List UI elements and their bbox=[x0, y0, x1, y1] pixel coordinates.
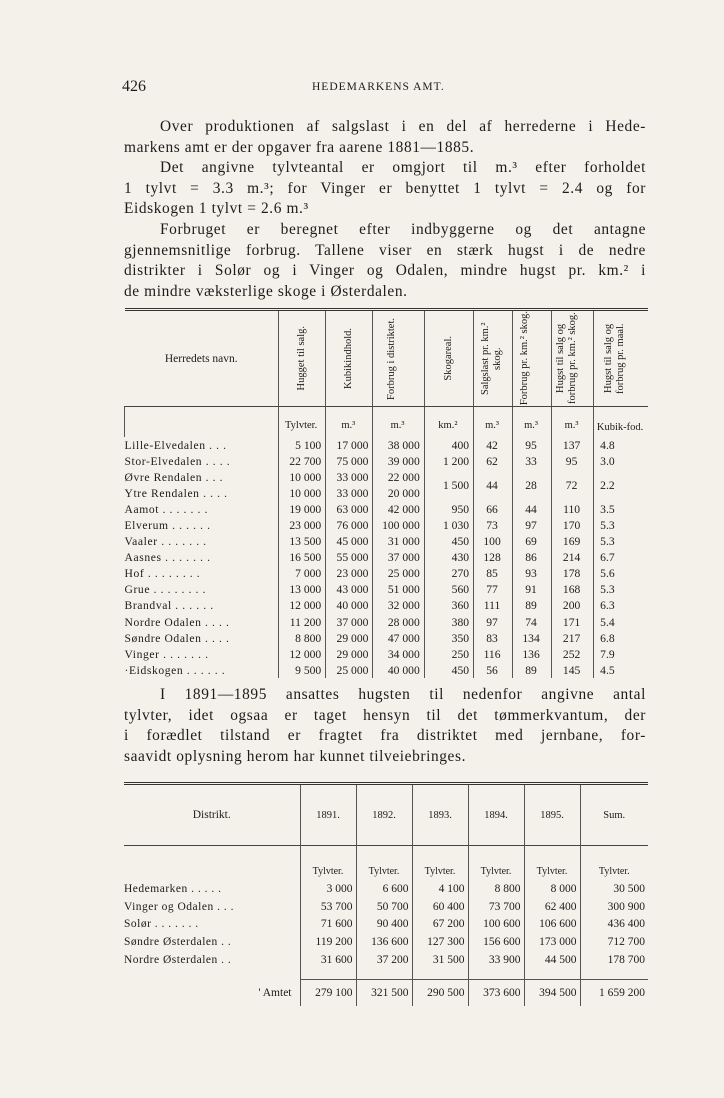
table-cell: 37 000 bbox=[373, 550, 424, 566]
table-cell: 178 700 bbox=[580, 951, 648, 969]
table-cell: 7.9 bbox=[594, 646, 648, 662]
row-name: Aamot . . . . . . . bbox=[124, 502, 209, 516]
table-cell: 39 000 bbox=[373, 453, 424, 469]
table-cell: 8 800 bbox=[279, 630, 326, 646]
table-cell: 173 000 bbox=[524, 934, 580, 952]
table-cell: 31 000 bbox=[373, 534, 424, 550]
table-cell: 23 000 bbox=[326, 566, 373, 582]
table-cell: 200 bbox=[552, 598, 594, 614]
table-cell: 1 030 bbox=[424, 517, 473, 533]
col-header: Forbrug pr. km.² skog. bbox=[513, 310, 552, 407]
table-cell: 33 000 bbox=[326, 469, 373, 485]
unit-label: km.² bbox=[424, 407, 473, 438]
table-cell: 8 800 bbox=[468, 881, 524, 899]
table-cell: 10 000 bbox=[279, 469, 326, 485]
table-cell: 270 bbox=[424, 566, 473, 582]
table-cell: 22 000 bbox=[373, 469, 424, 485]
col-header: 1891. bbox=[300, 784, 356, 846]
table-cell: 560 bbox=[424, 582, 473, 598]
unit-label: Tylvter. bbox=[356, 846, 412, 882]
row-name: Brandval . . . . . . bbox=[124, 599, 214, 613]
table-cell: 23 000 bbox=[279, 517, 326, 533]
row-name: Aasnes . . . . . . . bbox=[124, 551, 211, 565]
table-cell: 2.2 bbox=[594, 469, 648, 501]
row-name: Stor-Elvedalen . . . . bbox=[124, 454, 231, 468]
table-cell: 43 000 bbox=[326, 582, 373, 598]
table-cell: 56 bbox=[474, 662, 513, 678]
table-cell: 5.3 bbox=[594, 534, 648, 550]
col-header: Hugst til salg og forbrug pr. km.² skog. bbox=[552, 310, 594, 407]
table-cell: 29 000 bbox=[326, 630, 373, 646]
table-cell: 50 700 bbox=[356, 899, 412, 917]
table-cell: 83 bbox=[474, 630, 513, 646]
table-cell: 55 000 bbox=[326, 550, 373, 566]
table-cell: 4 100 bbox=[412, 881, 468, 899]
table-cell: 17 000 bbox=[326, 437, 373, 453]
table-cell: 100 bbox=[474, 534, 513, 550]
table-cell: 380 bbox=[424, 614, 473, 630]
table-cell: 4.8 bbox=[594, 437, 648, 453]
table-row bbox=[124, 951, 648, 969]
col-header: 1892. bbox=[356, 784, 412, 846]
row-name: Søndre Østerdalen . . bbox=[124, 936, 232, 949]
unit-label: Tylvter. bbox=[580, 846, 648, 882]
table-cell: 77 bbox=[474, 582, 513, 598]
table-cell: 100 000 bbox=[373, 517, 424, 533]
text-line: de mindre væksterlige skoge i Østerdalen. bbox=[124, 282, 408, 300]
table-cell: 40 000 bbox=[326, 598, 373, 614]
text-line: gjennemsnitlige forbrug. Tallene viser en stærk hugst i de nedre bbox=[124, 241, 646, 259]
table-cell: 4.5 bbox=[594, 662, 648, 678]
col-header-name: Distrikt. bbox=[124, 784, 300, 846]
text-line: tylvter, idet ogsaa er taget hensyn til det tømmerkvantum, der bbox=[124, 706, 646, 724]
page-number: 426 bbox=[122, 78, 146, 95]
col-header: 1894. bbox=[468, 784, 524, 846]
table-cell: 169 bbox=[552, 534, 594, 550]
table-cell: 171 bbox=[552, 614, 594, 630]
table-cell: 37 000 bbox=[326, 614, 373, 630]
table-cell: 42 bbox=[474, 437, 513, 453]
table-cell: 28 bbox=[513, 469, 552, 501]
table-cell: 136 bbox=[513, 646, 552, 662]
total-cell: 321 500 bbox=[356, 979, 412, 1006]
middle-paragraph bbox=[124, 685, 646, 767]
table-cell: 430 bbox=[424, 550, 473, 566]
table-cell: 37 200 bbox=[356, 951, 412, 969]
table-cell: 33 bbox=[513, 453, 552, 469]
table-cell: 134 bbox=[513, 630, 552, 646]
table-cell: 38 000 bbox=[373, 437, 424, 453]
table-cell: 5.3 bbox=[594, 582, 648, 598]
text-line: Over produktionen af salgslast i en del af herrederne i Hede- bbox=[160, 118, 646, 135]
text-line: i forædlet tilstand er fragtet fra distriktet med jernbane, for- bbox=[124, 727, 646, 745]
table-cell: 31 600 bbox=[300, 951, 356, 969]
table-cell: 19 000 bbox=[279, 501, 326, 517]
col-header: Hugst til salg og forbrug pr. maal. bbox=[594, 310, 648, 407]
table-cell: 100 600 bbox=[468, 916, 524, 934]
table-cell: 950 bbox=[424, 501, 473, 517]
table-cell: 436 400 bbox=[580, 916, 648, 934]
table-cell: 6 600 bbox=[356, 881, 412, 899]
row-name: Vinger og Odalen . . . bbox=[124, 900, 234, 913]
text-line: markens amt er der opgaver fra aarene 1881—1885. bbox=[124, 138, 475, 156]
table-cell: 44 bbox=[513, 501, 552, 517]
row-name: Solør . . . . . . . bbox=[124, 918, 199, 931]
table-cell: 75 000 bbox=[326, 453, 373, 469]
table-cell: 13 000 bbox=[279, 582, 326, 598]
table-row bbox=[125, 614, 649, 630]
text-line: I 1891—1895 ansattes hugsten til nedenfor angivne antal bbox=[160, 686, 646, 703]
table-cell: 53 700 bbox=[300, 899, 356, 917]
unit-label: m.³ bbox=[513, 407, 552, 438]
unit-label: m.³ bbox=[326, 407, 373, 438]
table-cell: 97 bbox=[474, 614, 513, 630]
col-header: Hugget til salg. bbox=[279, 310, 326, 407]
production-table bbox=[124, 308, 648, 678]
running-title: HEDEMARKENS AMT. bbox=[312, 81, 445, 93]
table-row bbox=[125, 630, 649, 646]
table-row bbox=[125, 501, 649, 517]
table-cell: 34 000 bbox=[373, 646, 424, 662]
table-cell: 40 000 bbox=[373, 662, 424, 678]
table-cell: 45 000 bbox=[326, 534, 373, 550]
table-cell: 7 000 bbox=[279, 566, 326, 582]
table-cell: 145 bbox=[552, 662, 594, 678]
table-cell: 33 900 bbox=[468, 951, 524, 969]
table-cell: 217 bbox=[552, 630, 594, 646]
table-row bbox=[125, 517, 649, 533]
table-cell: 1 500 bbox=[424, 469, 473, 501]
table-row bbox=[124, 881, 648, 899]
table-cell: 156 600 bbox=[468, 934, 524, 952]
table-row bbox=[125, 550, 649, 566]
table-cell: 450 bbox=[424, 534, 473, 550]
table-cell: 3 000 bbox=[300, 881, 356, 899]
table-cell: 400 bbox=[424, 437, 473, 453]
text-line: Eidskogen 1 tylvt = 2.6 m.³ bbox=[124, 200, 309, 218]
table-cell: 93 bbox=[513, 566, 552, 582]
table-cell: 178 bbox=[552, 566, 594, 582]
table-cell: 95 bbox=[513, 437, 552, 453]
table-cell: 44 bbox=[474, 469, 513, 501]
table-cell: 110 bbox=[552, 501, 594, 517]
table-cell: 31 500 bbox=[412, 951, 468, 969]
table-cell: 11 200 bbox=[279, 614, 326, 630]
total-label: ' Amtet bbox=[258, 986, 292, 999]
table-cell: 170 bbox=[552, 517, 594, 533]
total-cell: 279 100 bbox=[300, 979, 356, 1006]
table-cell: 67 200 bbox=[412, 916, 468, 934]
row-name: Elverum . . . . . . bbox=[124, 519, 211, 533]
total-cell: 1 659 200 bbox=[580, 979, 648, 1006]
harvest-table bbox=[124, 782, 648, 1006]
table-cell: 13 500 bbox=[279, 534, 326, 550]
table-cell: 74 bbox=[513, 614, 552, 630]
table-cell: 76 000 bbox=[326, 517, 373, 533]
table-row bbox=[125, 566, 649, 582]
table-row bbox=[125, 646, 649, 662]
table-cell: 12 000 bbox=[279, 646, 326, 662]
col-header: Kubikindhold. bbox=[326, 310, 373, 407]
table-row bbox=[125, 534, 649, 550]
table-cell: 1 200 bbox=[424, 453, 473, 469]
table-cell: 16 500 bbox=[279, 550, 326, 566]
table-cell: 9 500 bbox=[279, 662, 326, 678]
row-name: Nordre Østerdalen . . bbox=[124, 953, 232, 966]
table-cell: 168 bbox=[552, 582, 594, 598]
table-cell: 3.0 bbox=[594, 453, 648, 469]
page-header bbox=[0, 78, 724, 100]
table-cell: 51 000 bbox=[373, 582, 424, 598]
table-row bbox=[125, 662, 649, 678]
text-line: 1 tylvt = 3.3 m.³; for Vinger er benyttet 1 tylvt = 2.4 og for bbox=[124, 179, 646, 197]
table-cell: 6.3 bbox=[594, 598, 648, 614]
row-name: Ytre Rendalen . . . . bbox=[124, 486, 228, 500]
table-cell: 72 bbox=[552, 469, 594, 501]
table-cell: 137 bbox=[552, 437, 594, 453]
table-cell: 73 bbox=[474, 517, 513, 533]
table-cell: 3.5 bbox=[594, 501, 648, 517]
total-cell: 394 500 bbox=[524, 979, 580, 1006]
table-cell: 25 000 bbox=[326, 662, 373, 678]
table-cell: 85 bbox=[474, 566, 513, 582]
table-row bbox=[125, 582, 649, 598]
table-cell: 28 000 bbox=[373, 614, 424, 630]
unit-label: m.³ bbox=[474, 407, 513, 438]
row-name: ·Eidskogen . . . . . . bbox=[124, 663, 226, 677]
unit-label: Tylvter. bbox=[279, 407, 326, 438]
table-cell: 350 bbox=[424, 630, 473, 646]
unit-label: Kubik-fod. bbox=[594, 407, 648, 438]
table-row bbox=[125, 437, 649, 453]
table-row bbox=[125, 469, 649, 485]
row-name: Hedemarken . . . . . bbox=[124, 883, 222, 896]
row-name: Vinger . . . . . . . bbox=[124, 647, 209, 661]
table-cell: 71 600 bbox=[300, 916, 356, 934]
table-row bbox=[124, 934, 648, 952]
unit-label: m.³ bbox=[552, 407, 594, 438]
table-cell: 22 700 bbox=[279, 453, 326, 469]
col-header: Skogareal. bbox=[424, 310, 473, 407]
table-cell: 300 900 bbox=[580, 899, 648, 917]
table-cell: 69 bbox=[513, 534, 552, 550]
table-cell: 106 600 bbox=[524, 916, 580, 934]
col-header: 1895. bbox=[524, 784, 580, 846]
table-cell: 136 600 bbox=[356, 934, 412, 952]
table-cell: 89 bbox=[513, 598, 552, 614]
col-header: Sum. bbox=[580, 784, 648, 846]
table-cell: 30 500 bbox=[580, 881, 648, 899]
table-cell: 42 000 bbox=[373, 501, 424, 517]
row-name: Øvre Rendalen . . . bbox=[124, 470, 224, 484]
table-cell: 20 000 bbox=[373, 485, 424, 501]
table-row bbox=[125, 453, 649, 469]
text-line: Forbruget er beregnet efter indbyggerne og det antagne bbox=[160, 220, 646, 238]
table-cell: 111 bbox=[474, 598, 513, 614]
table-cell: 73 700 bbox=[468, 899, 524, 917]
table-cell: 33 000 bbox=[326, 485, 373, 501]
table-cell: 360 bbox=[424, 598, 473, 614]
table-cell: 5.6 bbox=[594, 566, 648, 582]
table-cell: 116 bbox=[474, 646, 513, 662]
unit-label: Tylvter. bbox=[524, 846, 580, 882]
col-header: 1893. bbox=[412, 784, 468, 846]
intro-paragraph bbox=[124, 117, 646, 302]
table-cell: 128 bbox=[474, 550, 513, 566]
table-row bbox=[124, 916, 648, 934]
table-cell: 10 000 bbox=[279, 485, 326, 501]
row-name: Søndre Odalen . . . . bbox=[124, 631, 230, 645]
table-cell: 6.7 bbox=[594, 550, 648, 566]
table-cell: 250 bbox=[424, 646, 473, 662]
table-cell: 119 200 bbox=[300, 934, 356, 952]
table-cell: 6.8 bbox=[594, 630, 648, 646]
unit-label: Tylvter. bbox=[300, 846, 356, 882]
table-cell: 5.3 bbox=[594, 517, 648, 533]
table-cell: 63 000 bbox=[326, 501, 373, 517]
text-line: saavidt oplysning herom har kunnet tilveiebringes. bbox=[124, 747, 467, 765]
table-cell: 90 400 bbox=[356, 916, 412, 934]
table-cell: 12 000 bbox=[279, 598, 326, 614]
text-line: Det angivne tylvteantal er omgjort til m.³ efter forholdet bbox=[160, 159, 646, 177]
row-name: Vaaler . . . . . . . bbox=[124, 535, 207, 549]
total-cell: 290 500 bbox=[412, 979, 468, 1006]
table-row bbox=[124, 899, 648, 917]
table-row bbox=[125, 598, 649, 614]
table-cell: 32 000 bbox=[373, 598, 424, 614]
col-header-name: Herredets navn. bbox=[125, 310, 279, 407]
table-cell: 712 700 bbox=[580, 934, 648, 952]
total-row bbox=[124, 979, 648, 1006]
col-header: Salgslast pr. km.² skog. bbox=[474, 310, 513, 407]
table-cell: 5.4 bbox=[594, 614, 648, 630]
row-name: Nordre Odalen . . . . bbox=[124, 615, 230, 629]
table-cell: 25 000 bbox=[373, 566, 424, 582]
row-name: Hof . . . . . . . . bbox=[124, 567, 201, 581]
table-cell: 97 bbox=[513, 517, 552, 533]
table-cell: 8 000 bbox=[524, 881, 580, 899]
unit-label: Tylvter. bbox=[412, 846, 468, 882]
table-cell: 86 bbox=[513, 550, 552, 566]
table-cell: 450 bbox=[424, 662, 473, 678]
table-cell: 95 bbox=[552, 453, 594, 469]
total-cell: 373 600 bbox=[468, 979, 524, 1006]
table-cell: 127 300 bbox=[412, 934, 468, 952]
table-cell: 91 bbox=[513, 582, 552, 598]
row-name: Lille-Elvedalen . . . bbox=[124, 438, 227, 452]
table-cell: 44 500 bbox=[524, 951, 580, 969]
row-name: Grue . . . . . . . . bbox=[124, 583, 207, 597]
table-cell: 5 100 bbox=[279, 437, 326, 453]
table-cell: 252 bbox=[552, 646, 594, 662]
unit-label: m.³ bbox=[373, 407, 424, 438]
table-cell: 62 400 bbox=[524, 899, 580, 917]
table-cell: 47 000 bbox=[373, 630, 424, 646]
table-cell: 29 000 bbox=[326, 646, 373, 662]
table-cell: 62 bbox=[474, 453, 513, 469]
table-cell: 214 bbox=[552, 550, 594, 566]
table-cell: 66 bbox=[474, 501, 513, 517]
text-line: distrikter i Solør og i Vinger og Odalen, mindre hugst pr. km.² i bbox=[124, 262, 646, 280]
table-cell: 89 bbox=[513, 662, 552, 678]
table-cell: 60 400 bbox=[412, 899, 468, 917]
col-header: Forbrug i distriktet. bbox=[373, 310, 424, 407]
unit-label: Tylvter. bbox=[468, 846, 524, 882]
